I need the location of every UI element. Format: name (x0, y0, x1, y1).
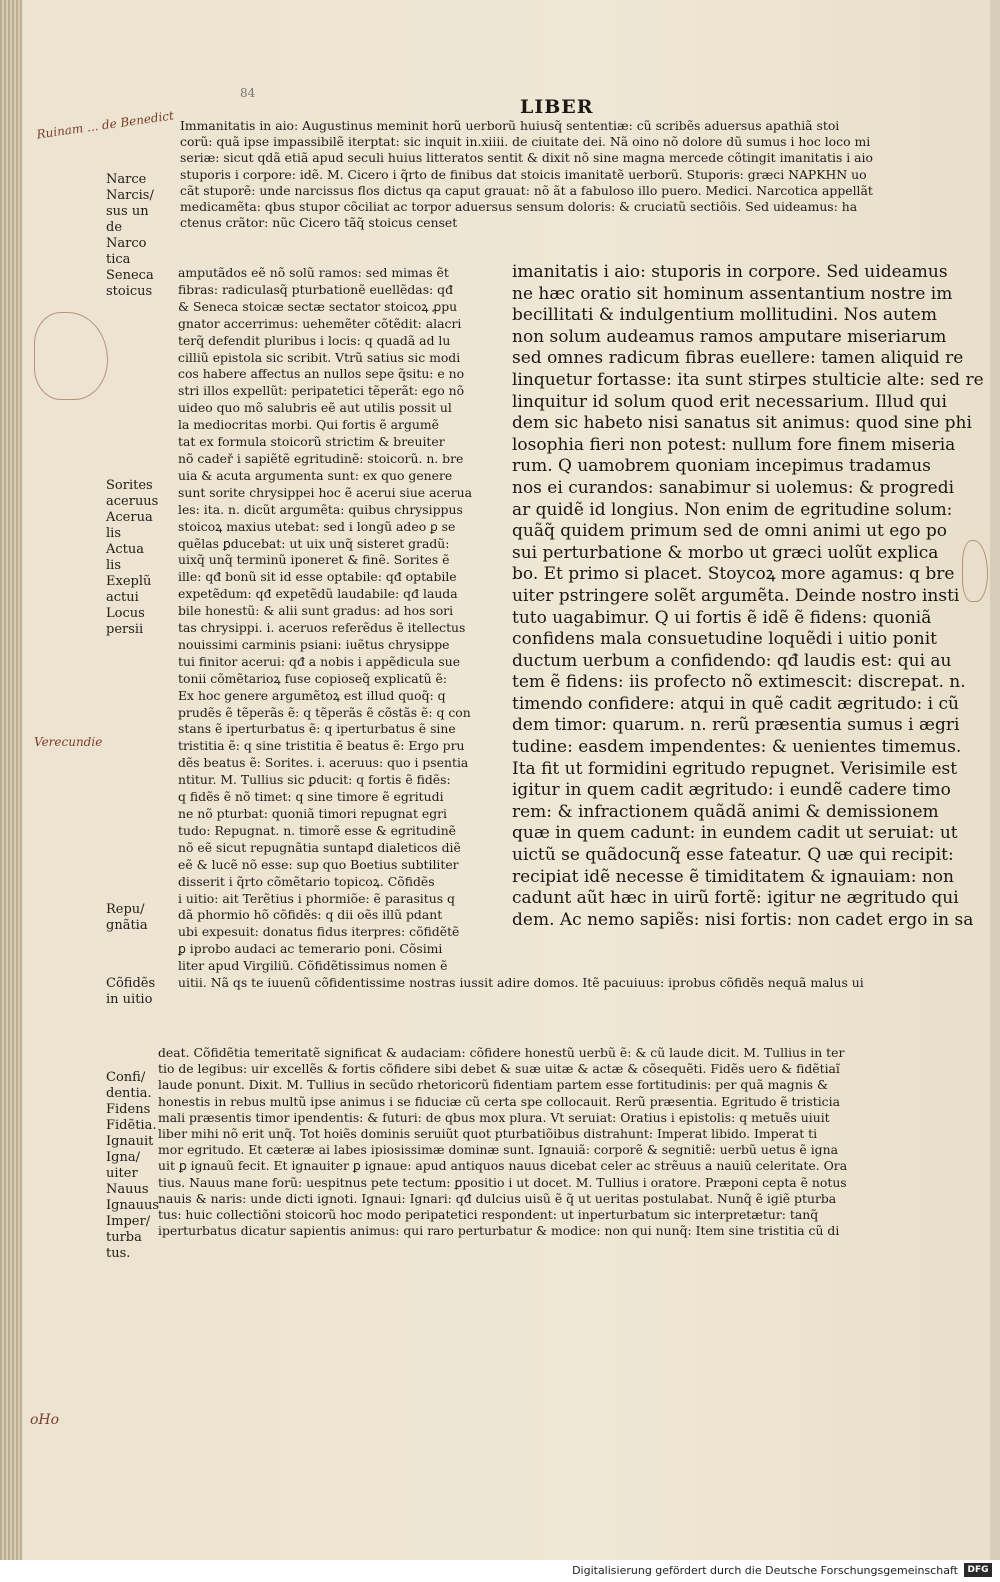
main-text-line: timendo confidere: atqui in quẽ cadit ægritudo: i cũ (512, 693, 959, 714)
manuscript-note: Ruinam ... de Benedict (35, 108, 175, 142)
commentary-line: quẽlas ꝑducebat: ut uix unq̃ sisteret gradũ: (178, 535, 450, 551)
commentary-line: tio de legibus: uir excellẽs & fortis cõfidere sibi debet & suæ uitæ & actæ & cõsequẽti. Fidẽs uero & fidẽtiaĩ (158, 1061, 840, 1077)
commentary-line: stri illos expellũt: peripatetici tẽperãt: ego nõ (178, 383, 465, 399)
side-gloss-sorites (106, 478, 168, 638)
commentary-bottom (158, 1045, 958, 1239)
commentary-line: uixq̃ unq̃ terminũ iponeret & finẽ. Sorites ẽ (178, 552, 450, 568)
main-text-line: imanitatis i aio: stuporis in corpore. Sed uideamus (512, 262, 948, 282)
commentary-line: uit ꝑ ignauũ fecit. Et ignauiter ꝑ ignaue: apud antiquos nauus dicebat celer ac strẽuus a nauiũ celeritate. Ora (158, 1158, 848, 1174)
main-text-line: linquetur fortasse: ita sunt stirpes stulticie alte: sed re (512, 369, 984, 390)
gloss-line: stoicus (106, 284, 153, 299)
commentary-line: uideo quo mõ salubris eẽ aut utilis possit ul (178, 400, 452, 416)
commentary-line: ille: qđ bonũ sit id esse optabile: qđ optabile (178, 569, 457, 585)
commentary-line: ntitur. M. Tullius sic ꝑducit: q fortis ẽ fidẽs: (178, 772, 451, 788)
commentary-line: prudẽs ẽ tẽperãs ẽ: q tẽperãs ẽ cõstãs ẽ: q con (178, 704, 471, 720)
commentary-line: mor egritudo. Et cæteræ ai labes ipiosissimæ dominæ sunt. Ignauiã: corporẽ & segnitiẽ: uerbũ uetus ẽ igna (158, 1142, 838, 1158)
commentary-line: les: ita. n. dicũt argumẽta: quibus chrysippus (178, 501, 463, 517)
side-gloss-narcotica (106, 172, 168, 300)
gloss-line: gnãtia (106, 918, 148, 933)
main-text-line: uiter pstringere solẽt argumẽta. Deinde nostro insti (512, 585, 960, 606)
gloss-line: uiter (106, 1166, 138, 1181)
commentary-line: mali præsentis timor ipendentis: & futuri: de qbus mox plura. Vt seruiat: Oratius i epistolis: q metuẽs uiuit (158, 1109, 830, 1125)
main-text-line: nos ei curandos: sanabimur si uolemus: & progredi (512, 477, 955, 498)
main-text-line: sed omnes radicum fibras euellere: tamen aliquid re (512, 348, 964, 369)
main-text-line: recipiat idẽ necesse ẽ timiditatem & ignauiam: non (512, 866, 954, 887)
commentary-line: stans ẽ iperturbatus ẽ: q iperturbatus ẽ sine (178, 721, 456, 737)
gloss-line: tus. (106, 1246, 131, 1261)
marginal-scribble (962, 540, 988, 602)
main-text-line: tem ẽ fidens: iis profecto nõ extimescit: discrepat. n. (512, 672, 966, 693)
gloss-line: turba (106, 1230, 142, 1245)
commentary-line: ne nõ pturbat: quoniã timori repugnat egri (178, 806, 448, 821)
gloss-line: Narcis/ (106, 188, 154, 203)
main-text-line: sui perturbatione & morbo ut græci uolũt explica (512, 542, 939, 563)
manuscript-note: Verecundie (34, 735, 103, 749)
page-number: 84 (240, 86, 256, 100)
gloss-line: Seneca (106, 268, 154, 283)
gloss-line: Ignauit (106, 1134, 154, 1149)
side-gloss-repugnantia (106, 902, 168, 934)
commentary-line: seriæ: sicut qdã etiã apud seculi huius litteratos sentit & dixit nõ sine magna mercede cõtingit imanitatis i aio (180, 150, 873, 166)
commentary-line: tat ex formula stoicorũ strictim & breuiter (178, 434, 445, 450)
commentary-line: medicamẽta: qbus stupor cõciliat ac torpor aduersus sensum doloris: & cruciatũ sectiõis. Sed uideamus: ha (180, 199, 858, 215)
running-head: LIBER (520, 96, 594, 118)
main-text-line: quæ in quem cadunt: in eundem cadit ut seruiat: ut (512, 823, 958, 844)
commentary-line: la mediocritas morbi. Qui fortis ẽ argumẽ (178, 417, 439, 433)
commentary-line: cãt stuporẽ: unde narcissus flos dictus qa caput grauat: nõ ãt a fabuloso illo puero. Medici. Narcotica appellãt (180, 182, 873, 198)
gloss-line: Locus (106, 606, 145, 621)
commentary-line: nouissimi carminis psiani: iuẽtus chrysippe (178, 636, 450, 652)
main-text-line: ductum uerbum a confidendo: qđ laudis est: qui au (512, 650, 952, 671)
gloss-line: aceruus (106, 494, 159, 509)
gloss-line: Narce (106, 172, 147, 187)
gloss-line: sus un (106, 204, 149, 219)
commentary-line: liber mihi nõ erit unq̃. Tot hoiẽs dominis seruiũt quot pturbatiõibus distrahunt: Imperat libido. Imperat ti (158, 1126, 818, 1142)
main-text-line: quãq̃ quidem primum sed de omni animi ut ego po (512, 521, 947, 542)
commentary-line: tui finitor acerui: qđ a nobis i appẽdicula sue (178, 653, 461, 669)
side-gloss-confidens (106, 976, 168, 1008)
gloss-line: Narco (106, 236, 147, 251)
gloss-line: tica (106, 252, 131, 267)
main-text-line: uictũ se quãdocunq̃ esse fateatur. Q uæ qui recipit: (512, 845, 954, 866)
main-text-line: becillitati & indulgentium mollitudini. Nos autem (512, 305, 937, 326)
marginal-scribble (34, 312, 108, 400)
main-text-line: dem. Ac nemo sapiẽs: nisi fortis: non cadet ergo in sa (512, 909, 974, 930)
commentary-line: q fidẽs ẽ nõ timet: q sine timore ẽ egritudi (178, 789, 444, 805)
gloss-line: Ignauus (106, 1198, 159, 1213)
main-text-line: rum. Q uamobrem quoniam incepimus tradamus (512, 456, 931, 477)
gloss-line: Cõfidẽs (106, 976, 156, 991)
main-text-line: ar quidẽ id longius. Non enim de egritudine solum: (512, 499, 953, 520)
gloss-line: lis (106, 526, 121, 541)
commentary-line: tus: huic collectiõni stoicorũ hoc modo peripatetici respondent: ut inperturbatum sic interpretætur: tanq̃ (158, 1207, 819, 1223)
commentary-line: Immanitatis in aio: Augustinus meminit horũ uerborũ huiusq̃ sententiæ: cũ scribẽs aduersus apathiã stoi (180, 118, 840, 133)
commentary-line: tudo: Repugnat. n. timorẽ esse & egritudinẽ (178, 822, 457, 838)
page-gutter (990, 0, 1000, 1560)
gloss-line: dentia. (106, 1086, 152, 1101)
gloss-line: actui (106, 590, 139, 605)
commentary-line: stoicoꝝ maxius utebat: sed i longũ adeo ꝑ se (178, 518, 456, 534)
gloss-line: lis (106, 558, 121, 573)
commentary-line: tonii cõmẽtarioꝝ fuse copioseq̃ explicatũ ẽ: (178, 670, 447, 686)
gloss-line: Exeplũ (106, 574, 152, 589)
gloss-line: Nauus (106, 1182, 149, 1197)
commentary-line: ctenus crãtor: nũc Cicero tãq̃ stoicus censet (180, 215, 458, 231)
commentary-line: nõ eẽ sicut repugnãtia suntapđ dialeticos diẽ (178, 839, 461, 855)
commentary-line: nauis & naris: unde dicti ignoti. Ignaui: Ignari: qđ dulcius uisũ ẽ q̃ ut ueritas postulabat. Nunq̃ ẽ igiẽ pturba (158, 1190, 837, 1206)
funding-credit: Digitalisierung gefördert durch die Deutsche Forschungsgemeinschaft (572, 1564, 958, 1577)
gloss-line: in uitio (106, 992, 153, 1007)
main-text-line: bo. Et primo si placet. Stoycoꝝ more agamus: q bre (512, 564, 955, 585)
commentary-line: corũ: quã ipse impassibilẽ iterptat: sic inquit in.xiiii. de ciuitate dei. Nã oino nõ dolore dũ sumus i hoc loco mi (180, 134, 871, 150)
commentary-line: cos habere affectus an nullos sepe q̃situ: e no (178, 366, 465, 382)
commentary-line: ꝑ iprobo audaci ac temerario poni. Cõsimi (178, 941, 443, 957)
gloss-line: Fidẽtia. (106, 1118, 157, 1133)
dfg-logo: DFG (964, 1563, 992, 1577)
gloss-line: Actua (106, 542, 145, 557)
commentary-line: honestis in rebus multũ ipse animus i se fiduciæ cũ certa spe collocauit. Rerũ præsentia. Egritudo ẽ tristicia (158, 1093, 840, 1109)
main-text-column (512, 262, 984, 931)
commentary-line: bile honestũ: & alii sunt gradus: ad hos sori (178, 603, 454, 619)
manuscript-note: oHo (30, 1412, 60, 1428)
commentary-line: gnator accerrimus: uehemẽter cõtẽdit: alacri (178, 315, 462, 331)
main-text-line: Ita fit ut formidini egritudo repugnet. Verisimile est (512, 758, 958, 779)
main-text-line: losophia fieri non potest: nullum fore finem miseria (512, 434, 956, 455)
commentary-line: liter apud Virgiliũ. Cõfidẽtissimus nomen ẽ (178, 958, 448, 974)
commentary-line: stuporis i corpore: idẽ. M. Cicero i q̃rto de finibus dat stoicis imanitatẽ uerborũ. Stuporis: græci ΝΑΡΚΗΝ uo (180, 166, 867, 182)
commentary-line: tas chrysippi. i. aceruos referẽdus ẽ itellectus (178, 620, 466, 636)
commentary-line: dã phormio hõ cõfidẽs: q dii oẽs illũ pdant (178, 907, 443, 923)
commentary-line: nõ cadeř i sapiẽtẽ egritudinẽ: stoicorũ. n. bre (178, 450, 464, 466)
main-text-line: rem: & infractionem quãdã animi & demissionem (512, 801, 939, 822)
main-text-line: dem timor: quarum. n. rerũ præsentia sumus i ægri (512, 715, 960, 736)
commentary-line: dẽs beatus ẽ: Sorites. i. aceruus: quo i psentia (178, 755, 469, 771)
commentary-line: sunt sorite chrysippei hoc ẽ acerui siue acerua (178, 484, 473, 500)
gloss-line: de (106, 220, 123, 235)
commentary-line: laude ponunt. Dixit. M. Tullius in secũdo rhetoricorũ fidentiam partem esse fortitudinis: per quã magnis & (158, 1077, 828, 1093)
commentary-line: uia & acuta argumenta sunt: ex quo genere (178, 467, 453, 483)
gloss-line: Acerua (106, 510, 153, 525)
gloss-line: Fidens (106, 1102, 151, 1117)
main-text-line: linquitur id solum quod erit necessarium. Illud qui (512, 391, 947, 412)
commentary-line: tius. Nauus mane forũ: uespitnus pete tectum: ꝑpositio i ut docet. M. Tullius i oratore. Præponi cepta ẽ notus (158, 1174, 847, 1190)
commentary-line: deat. Cõfidẽtia temeritatẽ significat & audaciam: cõfidere honestũ uerbũ ẽ: & cũ laude dicit. M. Tullius in ter (158, 1045, 845, 1060)
main-text-line: dem sic habeto nisi sanatus sit animus: quod sine phi (512, 413, 972, 434)
commentary-line: iperturbatus dicatur sapientis animus: qui raro perturbatur & modice: non qui nunq̃: Item sine tristitia cũ di (158, 1223, 840, 1239)
main-text-line: non solum audeamus ramos amputare miseriarum (512, 326, 947, 347)
gloss-line: Confi/ (106, 1070, 146, 1085)
gloss-line: Igna/ (106, 1150, 140, 1165)
commentary-line: tristitia ẽ: q sine tristitia ẽ beatus ẽ: Ergo pru (178, 738, 465, 754)
commentary-line: eẽ & lucẽ nõ esse: sup quo Boetius subtiliter (178, 856, 459, 872)
commentary-line: terq̃ defendit pluribus i locis: q quadã ad lu (178, 332, 451, 348)
commentary-line: cilliũ epistola sic scribit. Vtrũ satius sic modi (178, 349, 461, 365)
gloss-line: Sorites (106, 478, 153, 493)
main-text-line: tudine: easdem impendentes: & uenientes timemus. (512, 737, 962, 758)
page-fore-edge (0, 0, 22, 1560)
commentary-top (180, 118, 960, 231)
main-text-line: cadunt aũt hæc in uirũ fortẽ: igitur ne ægritudo qui (512, 888, 959, 909)
commentary-line: Ex hoc genere argumẽtoꝝ est illud quoq̃: q (178, 687, 446, 703)
main-text-line: tuto uagabimur. Q ui fortis ẽ idẽ ẽ fidens: quoniã (512, 607, 932, 628)
side-gloss-confidentia (106, 1070, 168, 1262)
commentary-line: amputãdos eẽ nõ solũ ramos: sed mimas ẽt (178, 265, 449, 280)
commentary-line: i uitio: ait Terẽtius i phormiõe: ẽ parasitus q (178, 890, 455, 906)
gloss-line: persii (106, 622, 144, 637)
gloss-line: Imper/ (106, 1214, 151, 1229)
main-text-line: confidens mala consuetudine loquẽdi i uitio ponit (512, 629, 937, 650)
main-text-line: igitur in quem cadit ægritudo: i eundẽ cadere timo (512, 780, 951, 801)
commentary-line: disserit i q̃rto cõmẽtario topicoꝝ. Cõfidẽs (178, 873, 435, 889)
commentary-line: expetẽdum: qđ expetẽdũ laudabile: qđ lauda (178, 586, 458, 602)
commentary-line: fibras: radiculasq̃ pturbationẽ euellẽdas: qđ (178, 281, 454, 297)
main-text-line: ne hæc oratio sit hominum assentantium nostre im (512, 283, 953, 304)
commentary-line: ubi expesuit: donatus fidus iterpres: cõfidẽtẽ (178, 924, 460, 940)
gloss-line: Repu/ (106, 902, 145, 917)
digitization-footer (0, 1560, 1000, 1582)
commentary-line: & Seneca stoicæ sectæ sectator stoicoꝝ ꝓpu (178, 298, 458, 314)
commentary-line: uitii. Nã qs te iuuenũ cõfidentissime nostras iussit adire domos. Itẽ pacuiuus: iprobus cõfidẽs nequã malus ui (178, 975, 864, 991)
